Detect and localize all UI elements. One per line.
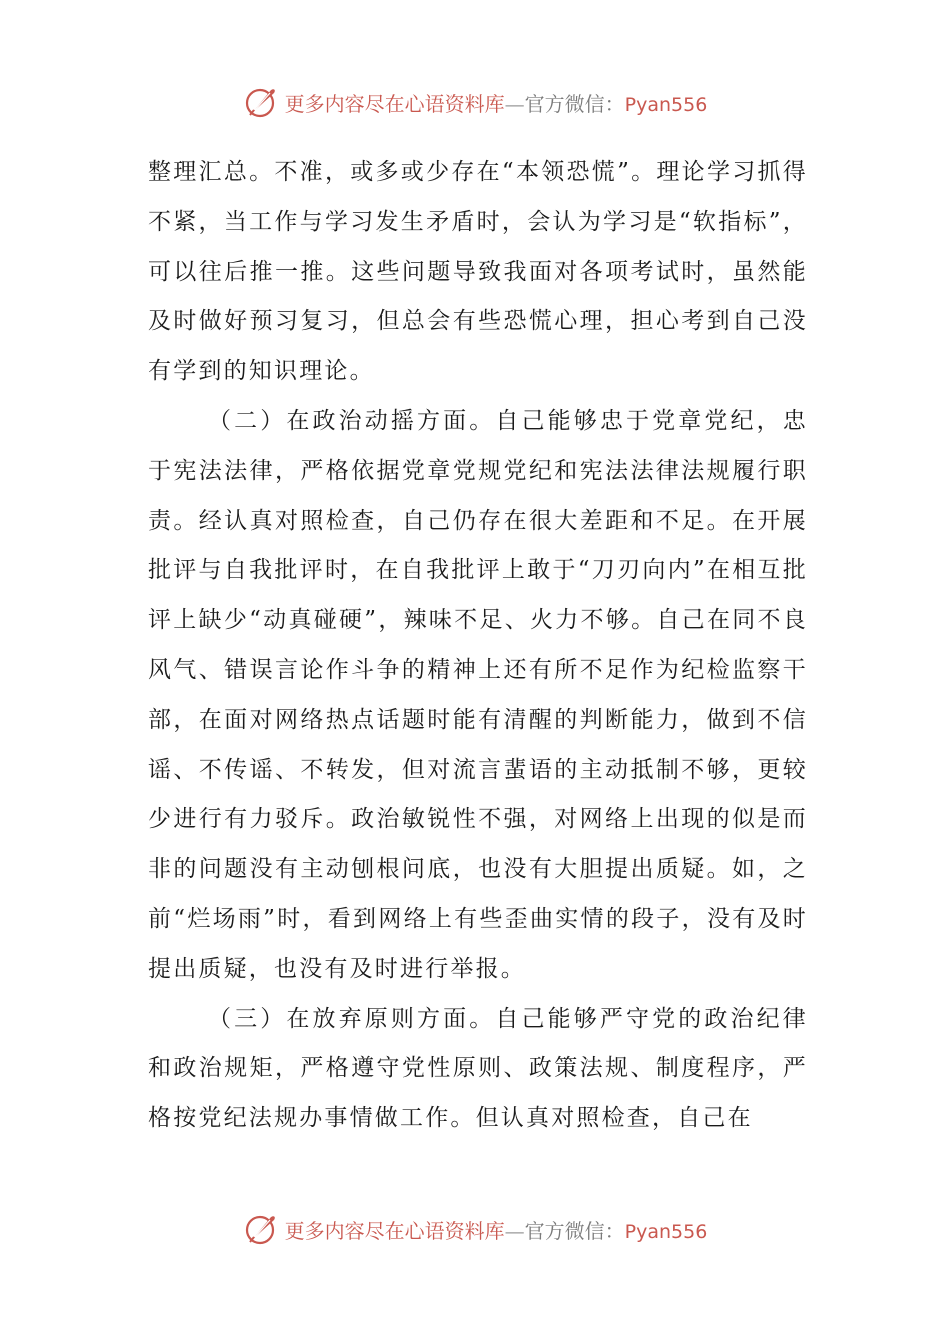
feather-pen-logo-icon	[243, 1211, 279, 1247]
header-label: 官方微信：	[524, 91, 625, 116]
footer-text	[285, 1215, 708, 1244]
document-body	[148, 148, 808, 1144]
feather-pen-logo-icon	[243, 84, 279, 120]
footer-banner	[0, 1207, 950, 1251]
header-text	[285, 88, 708, 117]
header-banner	[0, 80, 950, 124]
header-site-name: 更多内容尽在心语资料库	[284, 91, 505, 116]
paragraph-2: （二）在政治动摇方面。自己能够忠于党章党纪，忠于宪法法律，严格依据党章党规党纪和宪法法律法规履行职责。经认真对照检查，自己仍存在很大差距和不足。在开展批评与自我批评时，在自我批评上敢于“刀刃向内”在相互批评上缺少“动真碰硬”，辣味不足、火力不够。自己在同不良风气、错误言论作斗争的精神上还有所不足作为纪检监察干部，在面对网络热点话题时能有清醒的判断能力，做到不信谣、不传谣、不转发，但对流言蜚语的主动抵制不够，更较少进行有力驳斥。政治敏锐性不强，对网络上出现的似是而非的问题没有主动刨根问底，也没有大胆提出质疑。如，之前“烂场雨”时，看到网络上有些歪曲实情的段子，没有及时提出质疑，也没有及时进行举报。	[148, 407, 808, 982]
paragraph-1: 整理汇总。不准，或多或少存在“本领恐慌”。理论学习抓得不紧，当工作与学习发生矛盾时，会认为学习是“软指标”，可以往后推一推。这些问题导致我面对各项考试时，虽然能及时做好预习复习，但总会有些恐慌心理，担心考到自己没有学到的知识理论。	[148, 159, 808, 385]
footer-wechat-id: Pyan556	[624, 1220, 708, 1243]
header-wechat-id: Pyan556	[624, 93, 708, 116]
footer-dash: —	[504, 1218, 525, 1243]
footer-site-name: 更多内容尽在心语资料库	[284, 1218, 505, 1243]
header-dash: —	[504, 91, 525, 116]
paragraph-3: （三）在放弃原则方面。自己能够严守党的政治纪律和政治规矩，严格遵守党性原则、政策法规、制度程序，严格按党纪法规办事情做工作。但认真对照检查，自己在	[148, 1005, 808, 1132]
footer-label: 官方微信：	[524, 1218, 625, 1243]
